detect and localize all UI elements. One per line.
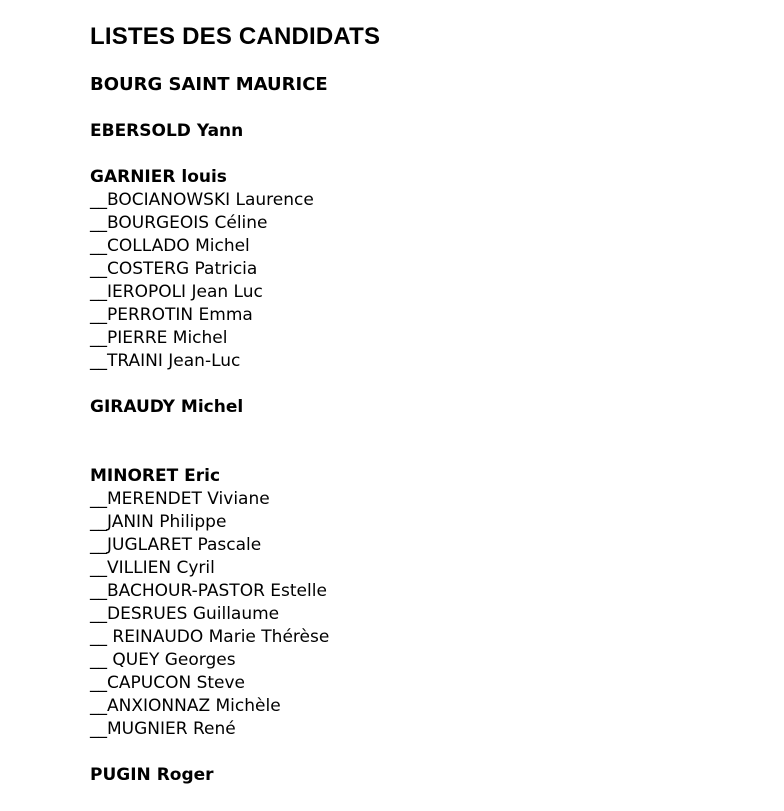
list-member: __BACHOUR-PASTOR Estelle (90, 581, 327, 601)
candidate-name: GIRAUDY Michel (90, 397, 244, 417)
list-member: __BOURGEOIS Céline (90, 213, 268, 233)
candidate-name: GARNIER louis (90, 167, 227, 187)
list-member: __COSTERG Patricia (90, 259, 258, 279)
list-member: __COLLADO Michel (90, 236, 250, 256)
list-member: __PERROTIN Emma (90, 305, 253, 325)
candidate-block (90, 465, 770, 741)
list-member: __IEROPOLI Jean Luc (90, 282, 263, 302)
list-member: __JUGLARET Pascale (90, 535, 262, 555)
list-member: __PIERRE Michel (90, 328, 228, 348)
list-member: __ REINAUDO Marie Thérèse (90, 627, 330, 647)
list-member: __ANXIONNAZ Michèle (90, 696, 281, 716)
commune-heading: BOURG SAINT MAURICE (90, 74, 328, 95)
candidate-block (90, 396, 770, 419)
list-member: __VILLIEN Cyril (90, 558, 215, 578)
candidate-block (90, 764, 770, 787)
candidate-block (90, 120, 770, 143)
candidate-name: MINORET Eric (90, 466, 221, 486)
list-member: __DESRUES Guillaume (90, 604, 280, 624)
list-member: __ QUEY Georges (90, 650, 236, 670)
list-member: __TRAINI Jean-Luc (90, 351, 241, 371)
document-title: LISTES DES CANDIDATS (90, 23, 381, 50)
list-member: __MUGNIER René (90, 719, 236, 739)
list-member: __BOCIANOWSKI Laurence (90, 190, 314, 210)
list-member: __MERENDET Viviane (90, 489, 270, 509)
document-page (90, 22, 770, 810)
candidate-name: EBERSOLD Yann (90, 121, 244, 141)
list-member: __JANIN Philippe (90, 512, 227, 532)
list-member: __CAPUCON Steve (90, 673, 246, 693)
candidate-name: PUGIN Roger (90, 765, 214, 785)
candidate-block (90, 166, 770, 373)
